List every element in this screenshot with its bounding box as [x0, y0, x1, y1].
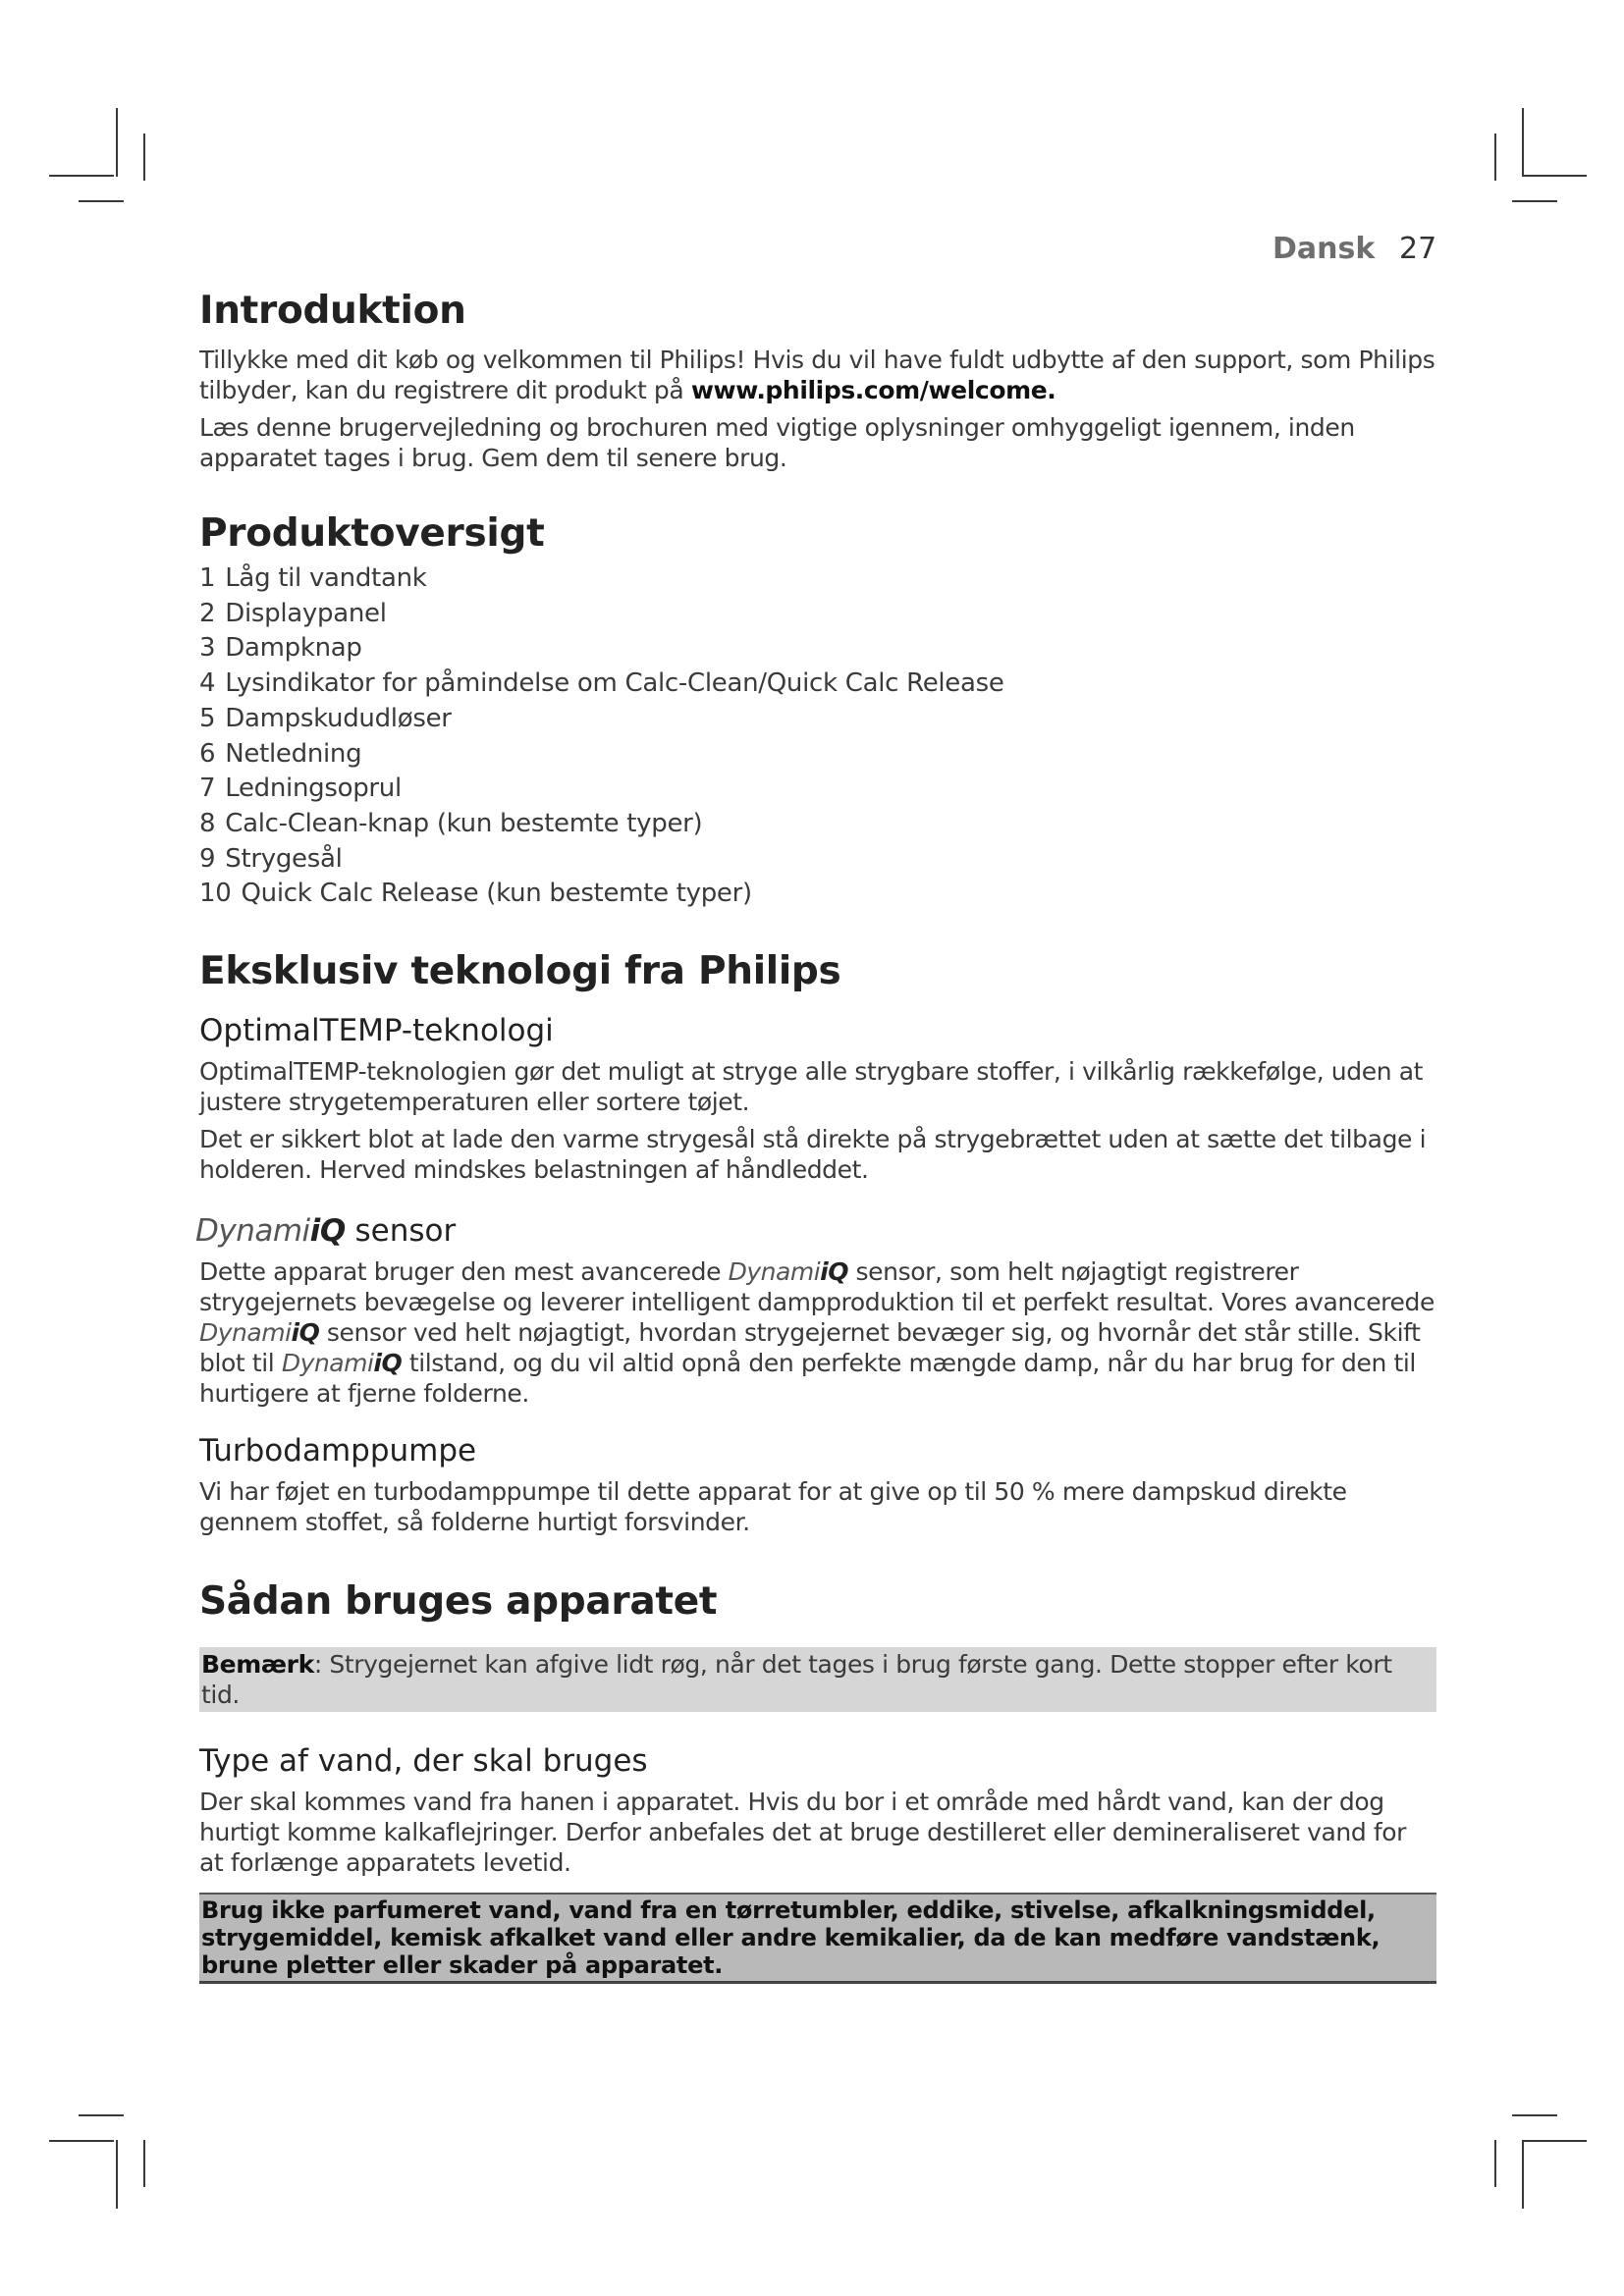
water-paragraph: Der skal kommes vand fra hanen i apparatet. Hvis du bor i et område med hårdt vand, kan der dog hurtigt komme kalkaflejringer. Derfor anbefales det at bruge destilleret eller demineraliseret vand for at forlænge apparatets levetid.: [199, 1788, 1407, 1878]
part-label: Calc-Clean-knap (kun bestemte typer): [225, 808, 703, 838]
part-number: 8: [199, 808, 216, 838]
part-item: [199, 807, 1436, 842]
overview-section: [199, 511, 1436, 912]
note-text: Bemærk: Strygejernet kan afgive lidt røg, når det tages i brug første gang. Dette stopper efter kort tid.: [201, 1650, 1392, 1710]
part-label: Dampskududløser: [225, 703, 452, 733]
intro-paragraph-1: [199, 345, 1436, 405]
crop-mark: [1522, 2140, 1524, 2209]
page-number: 27: [1399, 232, 1437, 266]
part-item: [199, 561, 1436, 597]
part-label: Dampknap: [225, 633, 362, 664]
crop-mark: [1512, 200, 1557, 202]
part-item: [199, 597, 1436, 632]
parts-list: [199, 561, 1436, 912]
warning-text: Brug ikke parfumeret vand, vand fra en tørretumbler, eddike, stivelse, afkalkningsmiddel, strygemiddel, kemisk afkalket vand eller andre kemikalier, da de kan medføre vandstænk, brune pletter eller skader på apparatet.: [201, 1896, 1380, 1980]
part-label: Lysindikator for påmindelse om Calc-Clean/Quick Calc Release: [225, 668, 1004, 699]
usage-section: [199, 1579, 1436, 1984]
usage-heading: Sådan bruges apparatet: [199, 1579, 718, 1625]
part-number: 5: [199, 703, 216, 733]
crop-mark: [1494, 2140, 1496, 2187]
dynamiq-heading: [195, 1213, 1436, 1249]
dynamiq-brand-inline: DynamiiQ: [728, 1257, 848, 1287]
dynamiq-brand-inline: DynamiiQ: [199, 1318, 320, 1348]
crop-mark: [1494, 133, 1496, 181]
crop-mark: [116, 2140, 118, 2209]
optimaltemp-paragraph-2: Det er sikkert blot at lade den varme strygesål stå direkte på strygebrættet uden at sætte det tilbage i holderen. Herved mindskes belastningen af håndleddet.: [199, 1125, 1427, 1185]
dynamiq-paragraph: Dette apparat bruger den mest avancerede DynamiiQ sensor, som helt nøjagtigt registrerer strygejernets bevægelse og leverer intelligent dampproduktion til et perfekt resultat. Vores avancerede DynamiiQ sensor ved helt nøjagtigt, hvordan strygejernet bevæger sig, og hvornår det står stille. Skift blot til DynamiiQ tilstand, og du vil altid opnå den perfekte mængde damp, når du har brug for den til hurtigere at fjerne folderne.: [199, 1257, 1435, 1409]
note-label: Bemærk: [201, 1650, 314, 1680]
dynamiq-heading-suffix: sensor: [354, 1213, 457, 1250]
note-box: [199, 1647, 1436, 1712]
part-number: 7: [199, 774, 216, 804]
part-label: Netledning: [225, 738, 362, 769]
crop-mark: [49, 2140, 114, 2142]
part-item: [199, 702, 1436, 737]
part-item: [199, 842, 1436, 878]
crop-mark: [1522, 2140, 1587, 2142]
dynamiq-brand: DynamiiQ: [195, 1213, 346, 1250]
crop-mark: [79, 200, 124, 202]
turbo-paragraph: Vi har føjet en turbodamppumpe til dette apparat for at give op til 50 % mere dampskud direkte gennem stoffet, så folderne hurtigt forsvinder.: [199, 1477, 1347, 1537]
language-label: Dansk: [1272, 232, 1376, 266]
intro-text: Tillykke med dit køb og velkommen til Philips! Hvis du vil have fuldt udbytte af den support, som Philips tilbyder, kan du registrere dit produkt på: [199, 346, 1435, 404]
tech-section: [195, 949, 1436, 1537]
tech-heading: Eksklusiv teknologi fra Philips: [199, 949, 841, 994]
intro-section: [199, 289, 1436, 473]
crop-mark: [1522, 175, 1587, 177]
part-item: [199, 772, 1436, 807]
part-label: Låg til vandtank: [225, 563, 427, 593]
crop-mark: [143, 2140, 145, 2187]
page-content: [195, 289, 1436, 1984]
dynamiq-brand-inline: DynamiiQ: [281, 1349, 403, 1378]
welcome-link[interactable]: www.philips.com/welcome.: [690, 376, 1056, 404]
part-number: 6: [199, 738, 216, 769]
intro-paragraph-2: Læs denne brugervejledning og brochuren med vigtige oplysninger omhyggeligt igennem, inden apparatet tages i brug. Gem dem til senere brug.: [199, 413, 1355, 472]
part-number: 10: [199, 879, 232, 909]
optimaltemp-heading: OptimalTEMP-teknologi: [199, 1013, 554, 1049]
part-number: 3: [199, 633, 216, 664]
part-number: 4: [199, 668, 216, 699]
crop-mark: [143, 133, 145, 181]
part-label: Ledningsoprul: [225, 774, 402, 804]
overview-heading: Produktoversigt: [199, 511, 545, 556]
crop-mark: [1512, 2114, 1557, 2116]
part-item: [199, 737, 1436, 773]
part-item: [199, 631, 1436, 667]
part-label: Strygesål: [225, 843, 343, 874]
part-item: [199, 667, 1436, 702]
crop-mark: [79, 2114, 124, 2116]
intro-heading: Introduktion: [199, 289, 466, 333]
part-number: 2: [199, 598, 216, 628]
warning-box: [199, 1893, 1436, 1984]
crop-mark: [49, 175, 114, 177]
part-label: Quick Calc Release (kun bestemte typer): [241, 879, 752, 909]
crop-mark: [116, 108, 118, 177]
water-heading: Type af vand, der skal bruges: [199, 1743, 648, 1780]
part-label: Displaypanel: [225, 598, 387, 628]
turbo-heading: Turbodamppumpe: [199, 1433, 477, 1469]
part-number: 9: [199, 843, 216, 874]
part-number: 1: [199, 563, 216, 593]
optimaltemp-paragraph-1: OptimalTEMP-teknologien gør det muligt at stryge alle strygbare stoffer, i vilkårlig rækkefølge, uden at justere strygetemperaturen eller sortere tøjet.: [199, 1057, 1424, 1117]
crop-mark: [1522, 108, 1524, 177]
part-item: [199, 877, 1436, 912]
